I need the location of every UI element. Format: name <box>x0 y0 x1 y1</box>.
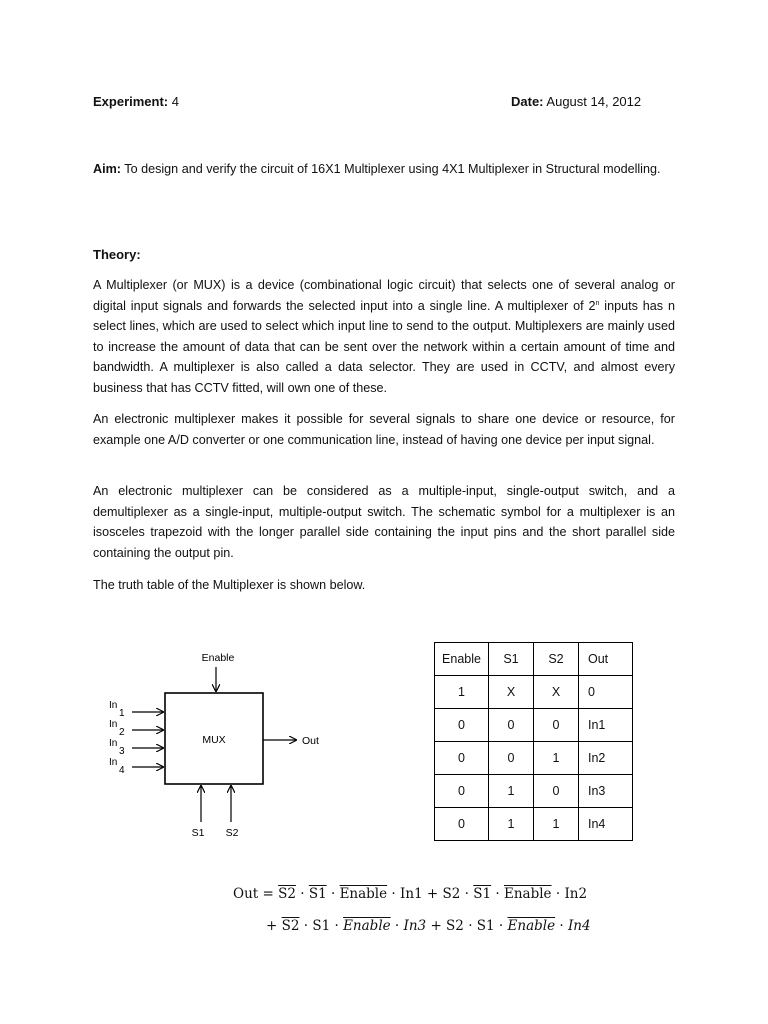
table-row <box>435 742 633 775</box>
eq-term: In2 <box>564 886 588 902</box>
table-cell: 1 <box>534 742 579 775</box>
eq-equals: = <box>262 886 274 902</box>
table-cell: 0 <box>435 742 489 775</box>
input-1-prefix: In <box>109 700 118 711</box>
table-cell: X <box>489 676 534 709</box>
enable-label: Enable <box>201 652 235 664</box>
table-cell: 1 <box>489 808 534 841</box>
table-cell: 0 <box>435 775 489 808</box>
table-cell: In3 <box>579 775 633 808</box>
theory-paragraph-2: An electronic multiplexer makes it possible for several signals to share one device or resource, for example one A/D converter or one communication line, instead of having one device per input signal. <box>93 412 675 447</box>
eq-term: Enable <box>507 918 556 934</box>
eq-term: S1 <box>308 886 327 902</box>
table-cell: 1 <box>435 676 489 709</box>
eq-term: In1 <box>400 886 423 902</box>
experiment-value: 4 <box>171 94 179 109</box>
eq-term: Enable <box>343 918 391 934</box>
equation-line-1 <box>233 885 587 903</box>
equation-line-2 <box>266 917 591 935</box>
table-cell: 0 <box>534 775 579 808</box>
table-cell: In1 <box>579 709 633 742</box>
table-cell: 0 <box>534 709 579 742</box>
theory-p1-a: A Multiplexer (or MUX) is a device (combinational logic circuit) that selects one of several analog or digital input signals and forwards the selected input into a single line. A multiplexer of 2 <box>93 278 675 313</box>
eq-dot: · <box>394 918 400 934</box>
input-2-prefix: In <box>109 719 118 730</box>
truth-table-header-row <box>435 643 633 676</box>
eq-plus: + <box>430 918 442 934</box>
table-cell: X <box>534 676 579 709</box>
input-4-index: 4 <box>119 765 125 776</box>
table-row <box>435 775 633 808</box>
eq-lhs: Out <box>233 886 259 902</box>
table-cell: 0 <box>435 709 489 742</box>
aim-text: To design and verify the circuit of 16X1 Multiplexer using 4X1 Multiplexer in Structural modelling. <box>124 162 661 176</box>
input-2-index: 2 <box>119 727 125 738</box>
eq-plus: + <box>426 886 439 902</box>
eq-term: Enable <box>339 886 388 902</box>
theory-p1-sup: n <box>595 299 600 307</box>
experiment-line <box>93 94 179 110</box>
date-value: August 14, 2012 <box>546 94 642 109</box>
theory-paragraph-4: The truth table of the Multiplexer is shown below. <box>93 578 366 592</box>
theory-paragraph-3: An electronic multiplexer can be considered as a multiple-input, single-output switch, and a demultiplexer as a single-input, multiple-output switch. The schematic symbol for a multiplexer is an isosceles trapezoid with the longer parallel side containing the input pins and the short parallel side containing the output pin. <box>93 484 675 560</box>
table-cell: 1 <box>534 808 579 841</box>
eq-dot: · <box>498 918 504 934</box>
table-cell: In4 <box>579 808 633 841</box>
header-cell: S1 <box>489 643 534 676</box>
table-cell: 0 <box>435 808 489 841</box>
truth-table <box>434 642 633 841</box>
experiment-label: Experiment: <box>93 94 169 109</box>
table-cell: 0 <box>489 742 534 775</box>
aim-paragraph <box>93 159 675 180</box>
eq-plus: + <box>266 918 278 934</box>
eq-term: S1 <box>312 918 331 934</box>
mux-diagram <box>95 640 335 845</box>
table-row <box>435 709 633 742</box>
s2-label: S2 <box>225 827 239 839</box>
table-cell: In2 <box>579 742 633 775</box>
eq-term: Enable <box>504 886 552 902</box>
eq-term: In4 <box>567 918 591 934</box>
input-3-prefix: In <box>109 738 118 749</box>
header-cell: Enable <box>435 643 489 676</box>
eq-term: S1 <box>476 918 495 934</box>
eq-dot: · <box>303 918 309 934</box>
eq-dot: · <box>555 886 561 902</box>
eq-dot: · <box>300 886 305 902</box>
date-label: Date: <box>511 94 544 109</box>
eq-term: S2 <box>442 886 461 902</box>
table-row <box>435 676 633 709</box>
table-cell: 1 <box>489 775 534 808</box>
date-line <box>511 94 641 110</box>
eq-term: S2 <box>281 918 300 934</box>
table-cell: 0 <box>489 709 534 742</box>
theory-paragraph-1 <box>93 275 675 398</box>
header-cell: Out <box>579 643 633 676</box>
eq-dot: · <box>391 886 396 902</box>
theory-heading: Theory: <box>93 247 141 262</box>
eq-term: S2 <box>446 918 464 934</box>
input-4-prefix: In <box>109 757 118 768</box>
aim-label: Aim: <box>93 162 121 176</box>
eq-term: S2 <box>278 886 296 902</box>
table-cell: 0 <box>579 676 633 709</box>
out-label: Out <box>302 735 319 747</box>
table-row <box>435 808 633 841</box>
eq-term: In3 <box>403 918 427 934</box>
eq-dot: · <box>468 918 473 934</box>
input-1-index: 1 <box>119 708 125 719</box>
s1-label: S1 <box>191 827 205 839</box>
mux-block-label: MUX <box>202 734 226 746</box>
eq-dot: · <box>464 886 469 902</box>
eq-dot: · <box>330 886 336 902</box>
eq-term: S1 <box>473 886 492 902</box>
eq-dot: · <box>334 918 339 934</box>
theory-p1-b: inputs has n select lines, which are used to select which input line to send to the output. Multiplexers are mainly used to increase the amount of data that can be sent over the network within a certain amount of time and bandwidth. A multiplexer is also called a data selector. They are used in CCTV, and almost every business that has CCTV fitted, will own one of these. <box>93 298 675 395</box>
input-3-index: 3 <box>119 746 125 757</box>
eq-dot: · <box>495 886 500 902</box>
eq-dot: · <box>559 918 564 934</box>
header-cell: S2 <box>534 643 579 676</box>
